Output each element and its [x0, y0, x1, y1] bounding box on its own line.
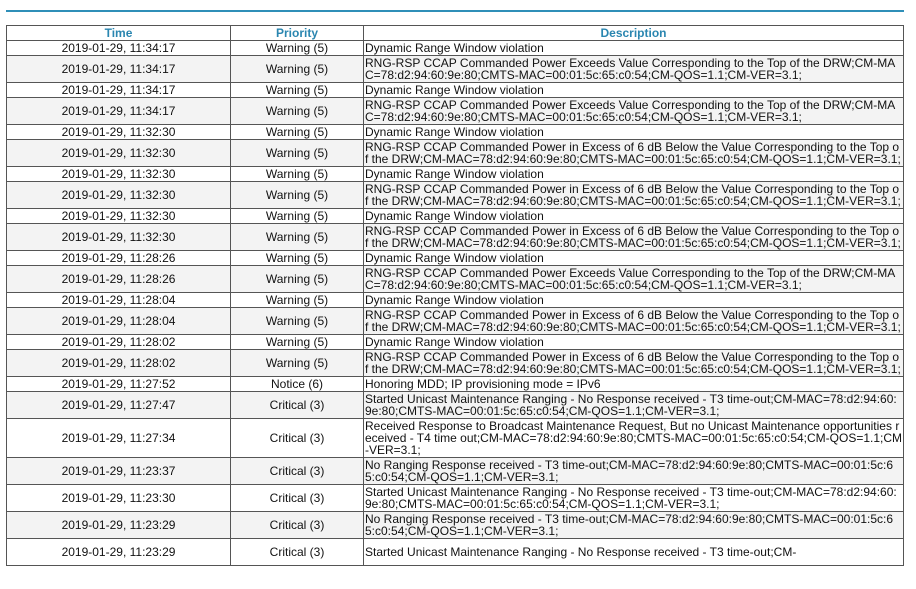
cell-time: 2019-01-29, 11:23:29 — [7, 512, 231, 539]
header-description: Description — [364, 26, 904, 41]
event-log-body — [7, 41, 904, 566]
cell-time: 2019-01-29, 11:27:52 — [7, 377, 231, 392]
cell-description: RNG-RSP CCAP Commanded Power in Excess of 6 dB Below the Value Corresponding to the Top of the DRW;CM-MAC=78:d2:94:60:9e:80;CMTS-MAC=00:01:5c:65:c0:54;CM-QOS=1.1;CM-VER=3.1; — [364, 140, 904, 167]
table-row — [7, 392, 904, 419]
cell-priority: Warning (5) — [231, 125, 364, 140]
table-row — [7, 83, 904, 98]
cell-description: RNG-RSP CCAP Commanded Power Exceeds Value Corresponding to the Top of the DRW;CM-MAC=78:d2:94:60:9e:80;CMTS-MAC=00:01:5c:65:c0:54;CM-QOS=1.1;CM-VER=3.1; — [364, 56, 904, 83]
table-row — [7, 182, 904, 209]
cell-priority: Warning (5) — [231, 335, 364, 350]
cell-priority: Warning (5) — [231, 266, 364, 293]
table-row — [7, 458, 904, 485]
table-row — [7, 209, 904, 224]
table-row — [7, 512, 904, 539]
cell-description: Dynamic Range Window violation — [364, 293, 904, 308]
cell-priority: Warning (5) — [231, 350, 364, 377]
cell-priority: Critical (3) — [231, 485, 364, 512]
cell-priority: Warning (5) — [231, 140, 364, 167]
cell-priority: Warning (5) — [231, 224, 364, 251]
cell-priority: Critical (3) — [231, 419, 364, 458]
cell-description: Dynamic Range Window violation — [364, 125, 904, 140]
table-row — [7, 167, 904, 182]
cell-priority: Warning (5) — [231, 251, 364, 266]
table-row — [7, 266, 904, 293]
cell-description: Dynamic Range Window violation — [364, 41, 904, 56]
header-time: Time — [7, 26, 231, 41]
table-row — [7, 41, 904, 56]
cell-priority: Warning (5) — [231, 167, 364, 182]
cell-time: 2019-01-29, 11:34:17 — [7, 56, 231, 83]
table-row — [7, 350, 904, 377]
cell-description: Dynamic Range Window violation — [364, 335, 904, 350]
table-row — [7, 251, 904, 266]
cell-time: 2019-01-29, 11:32:30 — [7, 224, 231, 251]
cell-time: 2019-01-29, 11:32:30 — [7, 125, 231, 140]
cell-priority: Notice (6) — [231, 377, 364, 392]
table-row — [7, 56, 904, 83]
cell-priority: Critical (3) — [231, 539, 364, 566]
cell-description: No Ranging Response received - T3 time-out;CM-MAC=78:d2:94:60:9e:80;CMTS-MAC=00:01:5c:65:c0:54;CM-QOS=1.1;CM-VER=3.1; — [364, 512, 904, 539]
cell-description: RNG-RSP CCAP Commanded Power Exceeds Value Corresponding to the Top of the DRW;CM-MAC=78:d2:94:60:9e:80;CMTS-MAC=00:01:5c:65:c0:54;CM-QOS=1.1;CM-VER=3.1; — [364, 98, 904, 125]
table-row — [7, 335, 904, 350]
top-divider — [6, 10, 904, 12]
cell-priority: Critical (3) — [231, 512, 364, 539]
cell-priority: Warning (5) — [231, 83, 364, 98]
cell-priority: Warning (5) — [231, 182, 364, 209]
cell-time: 2019-01-29, 11:34:17 — [7, 41, 231, 56]
table-row — [7, 419, 904, 458]
cell-time: 2019-01-29, 11:28:04 — [7, 293, 231, 308]
cell-time: 2019-01-29, 11:28:04 — [7, 308, 231, 335]
cell-description: RNG-RSP CCAP Commanded Power in Excess of 6 dB Below the Value Corresponding to the Top of the DRW;CM-MAC=78:d2:94:60:9e:80;CMTS-MAC=00:01:5c:65:c0:54;CM-QOS=1.1;CM-VER=3.1; — [364, 350, 904, 377]
cell-description: Dynamic Range Window violation — [364, 167, 904, 182]
cell-time: 2019-01-29, 11:32:30 — [7, 167, 231, 182]
table-row — [7, 98, 904, 125]
cell-time: 2019-01-29, 11:28:02 — [7, 350, 231, 377]
cell-description: Dynamic Range Window violation — [364, 209, 904, 224]
cell-description: Started Unicast Maintenance Ranging - No Response received - T3 time-out;CM-MAC=78:d2:94:60:9e:80;CMTS-MAC=00:01:5c:65:c0:54;CM-QOS=1.1;CM-VER=3.1; — [364, 485, 904, 512]
cell-time: 2019-01-29, 11:23:30 — [7, 485, 231, 512]
cell-priority: Warning (5) — [231, 98, 364, 125]
cell-time: 2019-01-29, 11:28:26 — [7, 266, 231, 293]
cell-time: 2019-01-29, 11:28:26 — [7, 251, 231, 266]
cell-description: No Ranging Response received - T3 time-out;CM-MAC=78:d2:94:60:9e:80;CMTS-MAC=00:01:5c:65:c0:54;CM-QOS=1.1;CM-VER=3.1; — [364, 458, 904, 485]
cell-description: RNG-RSP CCAP Commanded Power in Excess of 6 dB Below the Value Corresponding to the Top of the DRW;CM-MAC=78:d2:94:60:9e:80;CMTS-MAC=00:01:5c:65:c0:54;CM-QOS=1.1;CM-VER=3.1; — [364, 224, 904, 251]
cell-description: Honoring MDD; IP provisioning mode = IPv6 — [364, 377, 904, 392]
cell-time: 2019-01-29, 11:28:02 — [7, 335, 231, 350]
cell-time: 2019-01-29, 11:32:30 — [7, 182, 231, 209]
cell-priority: Warning (5) — [231, 308, 364, 335]
event-log-table — [6, 25, 904, 566]
cell-priority: Warning (5) — [231, 56, 364, 83]
header-priority: Priority — [231, 26, 364, 41]
cell-priority: Critical (3) — [231, 458, 364, 485]
table-row — [7, 125, 904, 140]
cell-description: RNG-RSP CCAP Commanded Power Exceeds Value Corresponding to the Top of the DRW;CM-MAC=78:d2:94:60:9e:80;CMTS-MAC=00:01:5c:65:c0:54;CM-QOS=1.1;CM-VER=3.1; — [364, 266, 904, 293]
cell-description: Dynamic Range Window violation — [364, 83, 904, 98]
cell-time: 2019-01-29, 11:27:47 — [7, 392, 231, 419]
table-header-row — [7, 26, 904, 41]
cell-description: Started Unicast Maintenance Ranging - No Response received - T3 time-out;CM- — [364, 539, 904, 566]
table-row — [7, 140, 904, 167]
cell-priority: Critical (3) — [231, 392, 364, 419]
cell-time: 2019-01-29, 11:23:29 — [7, 539, 231, 566]
table-row — [7, 224, 904, 251]
cell-time: 2019-01-29, 11:34:17 — [7, 83, 231, 98]
cell-time: 2019-01-29, 11:32:30 — [7, 140, 231, 167]
table-row — [7, 377, 904, 392]
cell-time: 2019-01-29, 11:27:34 — [7, 419, 231, 458]
cell-priority: Warning (5) — [231, 293, 364, 308]
cell-description: Started Unicast Maintenance Ranging - No Response received - T3 time-out;CM-MAC=78:d2:94:60:9e:80;CMTS-MAC=00:01:5c:65:c0:54;CM-QOS=1.1;CM-VER=3.1; — [364, 392, 904, 419]
cell-priority: Warning (5) — [231, 41, 364, 56]
cell-time: 2019-01-29, 11:23:37 — [7, 458, 231, 485]
cell-description: Dynamic Range Window violation — [364, 251, 904, 266]
cell-time: 2019-01-29, 11:34:17 — [7, 98, 231, 125]
table-row — [7, 485, 904, 512]
cell-description: Received Response to Broadcast Maintenance Request, But no Unicast Maintenance opportunities received - T4 time out;CM-MAC=78:d2:94:60:9e:80;CMTS-MAC=00:01:5c:65:c0:54;CM-QOS=1.1;CM-VER=3.1; — [365, 419, 903, 457]
cell-time: 2019-01-29, 11:32:30 — [7, 209, 231, 224]
cell-description: RNG-RSP CCAP Commanded Power in Excess of 6 dB Below the Value Corresponding to the Top of the DRW;CM-MAC=78:d2:94:60:9e:80;CMTS-MAC=00:01:5c:65:c0:54;CM-QOS=1.1;CM-VER=3.1; — [364, 182, 904, 209]
table-row — [7, 308, 904, 335]
table-row — [7, 293, 904, 308]
cell-description: RNG-RSP CCAP Commanded Power in Excess of 6 dB Below the Value Corresponding to the Top of the DRW;CM-MAC=78:d2:94:60:9e:80;CMTS-MAC=00:01:5c:65:c0:54;CM-QOS=1.1;CM-VER=3.1; — [364, 308, 904, 335]
table-row — [7, 539, 904, 566]
cell-priority: Warning (5) — [231, 209, 364, 224]
